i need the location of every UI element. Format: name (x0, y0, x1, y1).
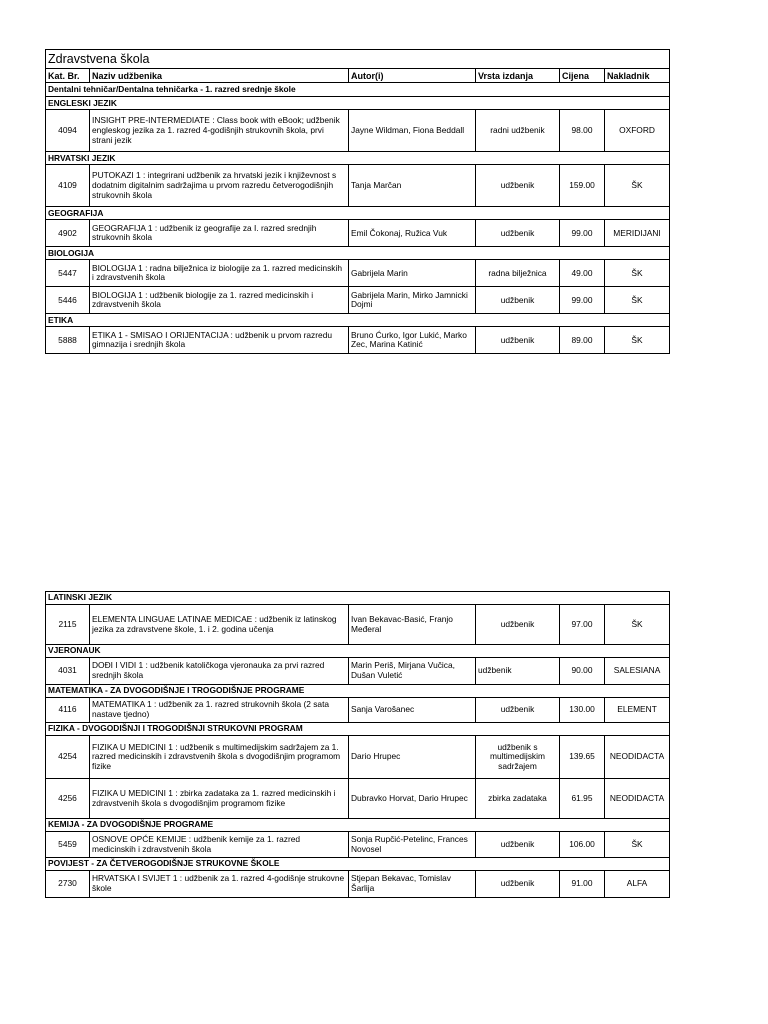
table-row (46, 220, 670, 247)
cell-nakladnik: ŠK (605, 287, 670, 314)
section-title: ENGLESKI JEZIK (46, 97, 670, 110)
cell-vrsta: udžbenik (476, 658, 560, 685)
cell-naziv: FIZIKA U MEDICINI 1 : udžbenik s multimedijskim sadržajem za 1. razred medicinskih i zdravstvenih škola s dvogodišnjim programom fizike (90, 736, 349, 779)
cell-naziv: DOĐI I VIDI 1 : udžbenik katoličkoga vjeronauka za prvi razred srednjih škola (90, 658, 349, 685)
section-row (46, 723, 670, 736)
cell-autor: Stjepan Bekavac, Tomislav Šarlija (349, 871, 476, 898)
cell-autor: Marin Periš, Mirjana Vučica, Dušan Vuletić (349, 658, 476, 685)
section-title: LATINSKI JEZIK (46, 592, 670, 605)
table-row (46, 736, 670, 779)
cell-cijena: 97.00 (560, 605, 605, 645)
cell-naziv: PUTOKAZI 1 : integrirani udžbenik za hrvatski jezik i književnost s dodatnim digitalnim sadržajima u prvom razredu četverogodišnjih strukovnih škola (90, 165, 349, 207)
table-row (46, 165, 670, 207)
cell-naziv: BIOLOGIJA 1 : udžbenik biologije za 1. razred medicinskih i zdravstvenih škola (90, 287, 349, 314)
cell-kat-br: 2115 (46, 605, 90, 645)
cell-cijena: 99.00 (560, 287, 605, 314)
cell-nakladnik: ŠK (605, 327, 670, 354)
cell-autor: Emil Čokonaj, Ružica Vuk (349, 220, 476, 247)
cell-kat-br: 4109 (46, 165, 90, 207)
cell-kat-br: 4116 (46, 698, 90, 723)
cell-vrsta: udžbenik (476, 832, 560, 858)
cell-kat-br: 2730 (46, 871, 90, 898)
cell-autor: Jayne Wildman, Fiona Beddall (349, 110, 476, 152)
cell-vrsta: radna bilježnica (476, 260, 560, 287)
cell-autor: Gabrijela Marin, Mirko Jamnicki Dojmi (349, 287, 476, 314)
table-row (46, 110, 670, 152)
cell-vrsta: udžbenik (476, 220, 560, 247)
section-row (46, 592, 670, 605)
column-header-cijena: Cijena (560, 69, 605, 83)
section-row (46, 819, 670, 832)
cell-cijena: 130.00 (560, 698, 605, 723)
cell-nakladnik: OXFORD (605, 110, 670, 152)
cell-kat-br: 4254 (46, 736, 90, 779)
section-title: MATEMATIKA - ZA DVOGODIŠNJE I TROGODIŠNJE PROGRAME (46, 685, 670, 698)
cell-autor: Sanja Varošanec (349, 698, 476, 723)
cell-autor: Bruno Ćurko, Igor Lukić, Marko Zec, Marina Katinić (349, 327, 476, 354)
page-title: Zdravstvena škola (46, 50, 670, 69)
column-header-row (46, 69, 670, 83)
column-header-nakladnik: Nakladnik (605, 69, 670, 83)
cell-vrsta: radni udžbenik (476, 110, 560, 152)
cell-cijena: 99.00 (560, 220, 605, 247)
table-row (46, 605, 670, 645)
cell-kat-br: 5459 (46, 832, 90, 858)
cell-naziv: FIZIKA U MEDICINI 1 : zbirka zadataka za 1. razred medicinskih i zdravstvenih škola s dvogodišnjim programom fizike (90, 779, 349, 819)
cell-naziv: INSIGHT PRE-INTERMEDIATE : Class book with eBook; udžbenik engleskog jezika za 1. razred 4-godišnjih strukovnih škola, prvi strani jezik (90, 110, 349, 152)
cell-cijena: 61.95 (560, 779, 605, 819)
section-row (46, 97, 670, 110)
cell-kat-br: 5888 (46, 327, 90, 354)
cell-autor: Tanja Marčan (349, 165, 476, 207)
cell-vrsta: udžbenik s multimedijskim sadržajem (476, 736, 560, 779)
cell-nakladnik: ELEMENT (605, 698, 670, 723)
table-row (46, 287, 670, 314)
section-title: POVIJEST - ZA ČETVEROGODIŠNJE STRUKOVNE ŠKOLE (46, 858, 670, 871)
cell-nakladnik: ŠK (605, 165, 670, 207)
section-title: VJERONAUK (46, 645, 670, 658)
cell-cijena: 90.00 (560, 658, 605, 685)
cell-kat-br: 5446 (46, 287, 90, 314)
section-row (46, 645, 670, 658)
textbook-table-part-2 (45, 591, 670, 898)
textbook-table-body-2 (46, 592, 670, 898)
cell-naziv: GEOGRAFIJA 1 : udžbenik iz geografije za I. razred srednjih strukovnih škola (90, 220, 349, 247)
section-row (46, 685, 670, 698)
column-header-vrsta: Vrsta izdanja (476, 69, 560, 83)
cell-autor: Dario Hrupec (349, 736, 476, 779)
section-row (46, 207, 670, 220)
column-header-naziv: Naziv udžbenika (90, 69, 349, 83)
table-row (46, 698, 670, 723)
textbook-table-part-1 (45, 49, 670, 354)
cell-naziv: HRVATSKA I SVIJET 1 : udžbenik za 1. razred 4-godišnje strukovne škole (90, 871, 349, 898)
section-row (46, 314, 670, 327)
cell-autor: Dubravko Horvat, Dario Hrupec (349, 779, 476, 819)
table-row (46, 779, 670, 819)
cell-naziv: BIOLOGIJA 1 : radna bilježnica iz biologije za 1. razred medicinskih i zdravstvenih škola (90, 260, 349, 287)
program-label: Dentalni tehničar/Dentalna tehničarka - 1. razred srednje škole (46, 83, 670, 97)
cell-naziv: ELEMENTA LINGUAE LATINAE MEDICAE : udžbenik iz latinskog jezika za zdravstvene škole, 1. i 2. godina učenja (90, 605, 349, 645)
table-row (46, 871, 670, 898)
section-title: ETIKA (46, 314, 670, 327)
section-title: GEOGRAFIJA (46, 207, 670, 220)
cell-naziv: ETIKA 1 - SMISAO I ORIJENTACIJA : udžbenik u prvom razredu gimnazija i srednjih škola (90, 327, 349, 354)
section-title: HRVATSKI JEZIK (46, 152, 670, 165)
program-row (46, 83, 670, 97)
cell-nakladnik: NEODIDACTA (605, 779, 670, 819)
cell-vrsta: udžbenik (476, 605, 560, 645)
cell-naziv: OSNOVE OPĆE KEMIJE : udžbenik kemije za 1. razred medicinskih i zdravstvenih škola (90, 832, 349, 858)
cell-cijena: 159.00 (560, 165, 605, 207)
cell-nakladnik: ALFA (605, 871, 670, 898)
cell-vrsta: udžbenik (476, 165, 560, 207)
cell-autor: Sonja Rupčić-Petelinc, Frances Novosel (349, 832, 476, 858)
title-row (46, 50, 670, 69)
cell-vrsta: zbirka zadataka (476, 779, 560, 819)
cell-vrsta: udžbenik (476, 327, 560, 354)
textbook-table-body-1 (46, 50, 670, 354)
cell-nakladnik: NEODIDACTA (605, 736, 670, 779)
cell-nakladnik: ŠK (605, 832, 670, 858)
section-title: FIZIKA - DVOGODIŠNJI I TROGODIŠNJI STRUKOVNI PROGRAM (46, 723, 670, 736)
cell-kat-br: 5447 (46, 260, 90, 287)
section-row (46, 247, 670, 260)
column-header-kat: Kat. Br. (46, 69, 90, 83)
section-title: KEMIJA - ZA DVOGODIŠNJE PROGRAME (46, 819, 670, 832)
cell-cijena: 106.00 (560, 832, 605, 858)
cell-cijena: 89.00 (560, 327, 605, 354)
cell-nakladnik: SALESIANA (605, 658, 670, 685)
table-row (46, 832, 670, 858)
section-row (46, 858, 670, 871)
column-header-autor: Autor(i) (349, 69, 476, 83)
cell-autor: Ivan Bekavac-Basić, Franjo Međeral (349, 605, 476, 645)
table-row (46, 658, 670, 685)
cell-cijena: 139.65 (560, 736, 605, 779)
section-row (46, 152, 670, 165)
cell-kat-br: 4094 (46, 110, 90, 152)
cell-nakladnik: ŠK (605, 605, 670, 645)
table-row (46, 327, 670, 354)
cell-nakladnik: ŠK (605, 260, 670, 287)
cell-autor: Gabrijela Marin (349, 260, 476, 287)
cell-kat-br: 4256 (46, 779, 90, 819)
cell-cijena: 91.00 (560, 871, 605, 898)
cell-nakladnik: MERIDIJANI (605, 220, 670, 247)
cell-kat-br: 4902 (46, 220, 90, 247)
cell-cijena: 98.00 (560, 110, 605, 152)
section-title: BIOLOGIJA (46, 247, 670, 260)
cell-cijena: 49.00 (560, 260, 605, 287)
table-row (46, 260, 670, 287)
cell-naziv: MATEMATIKA 1 : udžbenik za 1. razred strukovnih škola (2 sata nastave tjedno) (90, 698, 349, 723)
cell-vrsta: udžbenik (476, 698, 560, 723)
cell-vrsta: udžbenik (476, 871, 560, 898)
cell-kat-br: 4031 (46, 658, 90, 685)
cell-vrsta: udžbenik (476, 287, 560, 314)
